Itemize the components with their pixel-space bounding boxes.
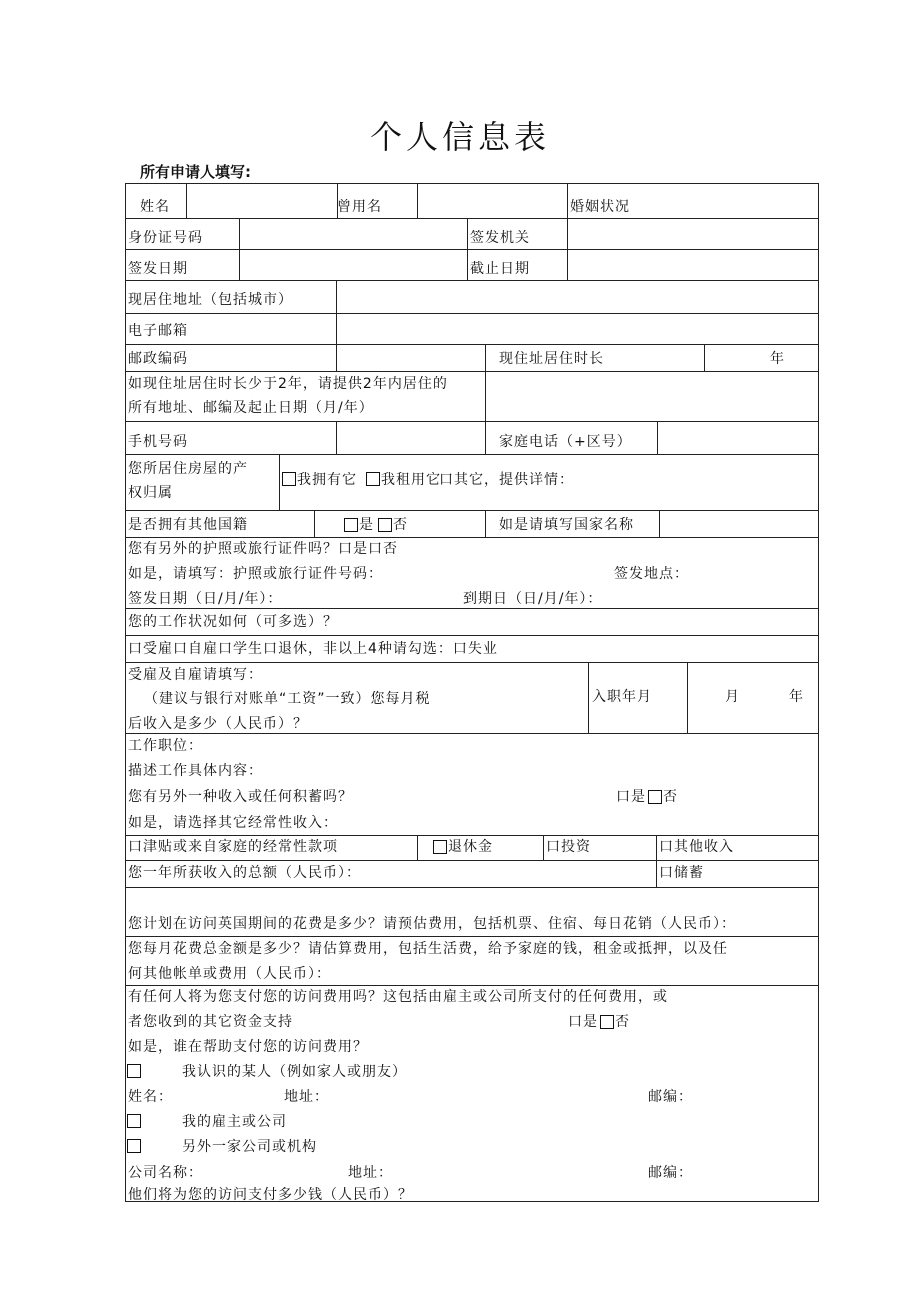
sponsor-yes: 口是 — [568, 1014, 598, 1030]
recurring-income-label: 如是，请选择其它经常性收入： — [128, 815, 338, 831]
job-description-label: 描述工作具体内容： — [128, 763, 263, 779]
sponsor-who-label: 如是，谁在帮助支付您的访问费用？ — [128, 1039, 368, 1055]
prev-address-line1: 如现住址居住时长少于2年，请提供2年内居住的 — [128, 376, 448, 392]
uk-spending-question: 您计划在访问英国期间的花费是多少？请预估费用，包括机票、住宿、每日花销（人民币）： — [128, 916, 736, 932]
other-passport-question: 您有另外的护照或旅行证件吗？口是口否 — [128, 541, 398, 557]
home-phone-label: 家庭电话（+区号） — [499, 434, 632, 450]
income-no-checkbox[interactable] — [648, 790, 662, 804]
company-zip-label: 邮编： — [648, 1165, 693, 1181]
country-name-label: 如是请填写国家名称 — [499, 517, 634, 533]
rent-label: 我租用它 — [381, 472, 441, 488]
monthly-income-line1: （建议与银行对账单“工资”一致）您每月税 — [144, 691, 431, 707]
former-name-label: 曾用名 — [337, 199, 382, 215]
company-address-label: 地址： — [348, 1165, 393, 1181]
property-label-line2: 权归属 — [128, 485, 173, 501]
issuing-authority-label: 签发机关 — [470, 230, 530, 246]
employer-checkbox[interactable] — [127, 1114, 141, 1128]
id-number-label: 身份证号码 — [128, 230, 203, 246]
employed-fill-label: 受雇及自雇请填写： — [128, 667, 263, 683]
work-status-question: 您的工作状况如何（可多选）？ — [128, 614, 338, 630]
nationality-no-label: 否 — [393, 517, 408, 533]
sponsor-question-line1: 有任何人将为您支付您的访问费用吗？这包括由雇主或公司所支付的任何费用，或 — [128, 989, 668, 1005]
investment-option[interactable]: 口投资 — [546, 839, 591, 855]
other-org-checkbox[interactable] — [127, 1139, 141, 1153]
mobile-label: 手机号码 — [128, 434, 188, 450]
prev-address-line2: 所有地址、邮编及起止日期（月/年） — [128, 400, 374, 416]
sponsor-zip-label: 邮编： — [648, 1089, 693, 1105]
passport-issue-date-label: 签发日期（日/月/年）： — [128, 591, 283, 607]
other-income-yes: 口是 — [616, 789, 646, 805]
nationality-no-checkbox[interactable] — [378, 518, 392, 532]
start-date-label: 入职年月 — [592, 689, 652, 705]
other-nationality-label: 是否拥有其他国籍 — [128, 517, 248, 533]
monthly-income-line2: 后收入是多少（人民币）？ — [128, 716, 308, 732]
own-label: 我拥有它 — [297, 472, 357, 488]
personal-info-form — [125, 183, 819, 1202]
nationality-yes-checkbox[interactable] — [344, 518, 358, 532]
pension-checkbox[interactable] — [433, 840, 447, 854]
pension-label: 退休金 — [448, 839, 493, 855]
other-org-label: 另外一家公司或机构 — [182, 1139, 317, 1155]
marital-status-label: 婚姻状况 — [570, 199, 630, 215]
name-label: 姓名 — [140, 199, 170, 215]
other-income-question: 您有另外一种收入或任何积蓄吗？ — [128, 789, 353, 805]
rent-checkbox[interactable] — [366, 472, 380, 486]
other-property-label: 口其它，提供详情： — [439, 472, 574, 488]
job-position-label: 工作职位： — [128, 738, 203, 754]
nationality-yes-label: 是 — [359, 517, 374, 533]
funding-no-checkbox[interactable] — [600, 1015, 614, 1029]
postal-code-label: 邮政编码 — [128, 351, 188, 367]
known-person-checkbox[interactable] — [127, 1064, 141, 1078]
employer-label: 我的雇主或公司 — [182, 1114, 287, 1130]
subtitle: 所有申请人填写: — [140, 163, 251, 181]
monthly-spend-line1: 您每月花费总金额是多少？请估算费用，包括生活费，给予家庭的钱，租金或抵押，以及任 — [128, 941, 728, 957]
issue-date-label: 签发日期 — [128, 261, 188, 277]
issue-place-label: 签发地点： — [614, 566, 689, 582]
known-person-label: 我认识的某人（例如家人或朋友） — [182, 1064, 407, 1080]
allowance-option[interactable]: 口津贴或来自家庭的经常性款项 — [128, 839, 338, 855]
work-status-options[interactable]: 口受雇口自雇口学生口退休，非以上4种请勾选：口失业 — [128, 641, 498, 657]
passport-number-label: 如是，请填写：护照或旅行证件号码： — [128, 566, 383, 582]
sponsor-name-label: 姓名： — [128, 1089, 173, 1105]
amount-paid-label: 他们将为您的访问支付多少钱（人民币）？ — [128, 1187, 413, 1203]
start-year-unit: 年 — [789, 689, 804, 705]
company-name-label: 公司名称： — [128, 1165, 203, 1181]
sponsor-address-label: 地址： — [284, 1089, 329, 1105]
other-income-option[interactable]: 口其他收入 — [659, 839, 734, 855]
monthly-spend-line2: 何其他帐单或费用（人民币）： — [128, 966, 331, 982]
page-title: 个人信息表 — [369, 118, 550, 156]
email-label: 电子邮箱 — [128, 323, 188, 339]
annual-income-label: 您一年所获收入的总额（人民币）： — [128, 865, 361, 881]
other-income-no: 否 — [663, 789, 678, 805]
expiry-date-label: 截止日期 — [470, 261, 530, 277]
residence-duration-label: 现住址居住时长 — [499, 351, 604, 367]
sponsor-question-line2: 者您收到的其它资金支持 — [128, 1014, 293, 1030]
savings-option[interactable]: 口储蓄 — [659, 865, 704, 881]
start-month-unit: 月 — [725, 689, 740, 705]
property-label-line1: 您所居住房屋的产 — [128, 461, 248, 477]
sponsor-no: 否 — [615, 1014, 630, 1030]
year-unit: 年 — [770, 351, 785, 367]
address-label: 现居住地址（包括城市） — [128, 292, 293, 308]
passport-expiry-label: 到期日（日/月/年）： — [463, 591, 603, 607]
own-checkbox[interactable] — [282, 472, 296, 486]
